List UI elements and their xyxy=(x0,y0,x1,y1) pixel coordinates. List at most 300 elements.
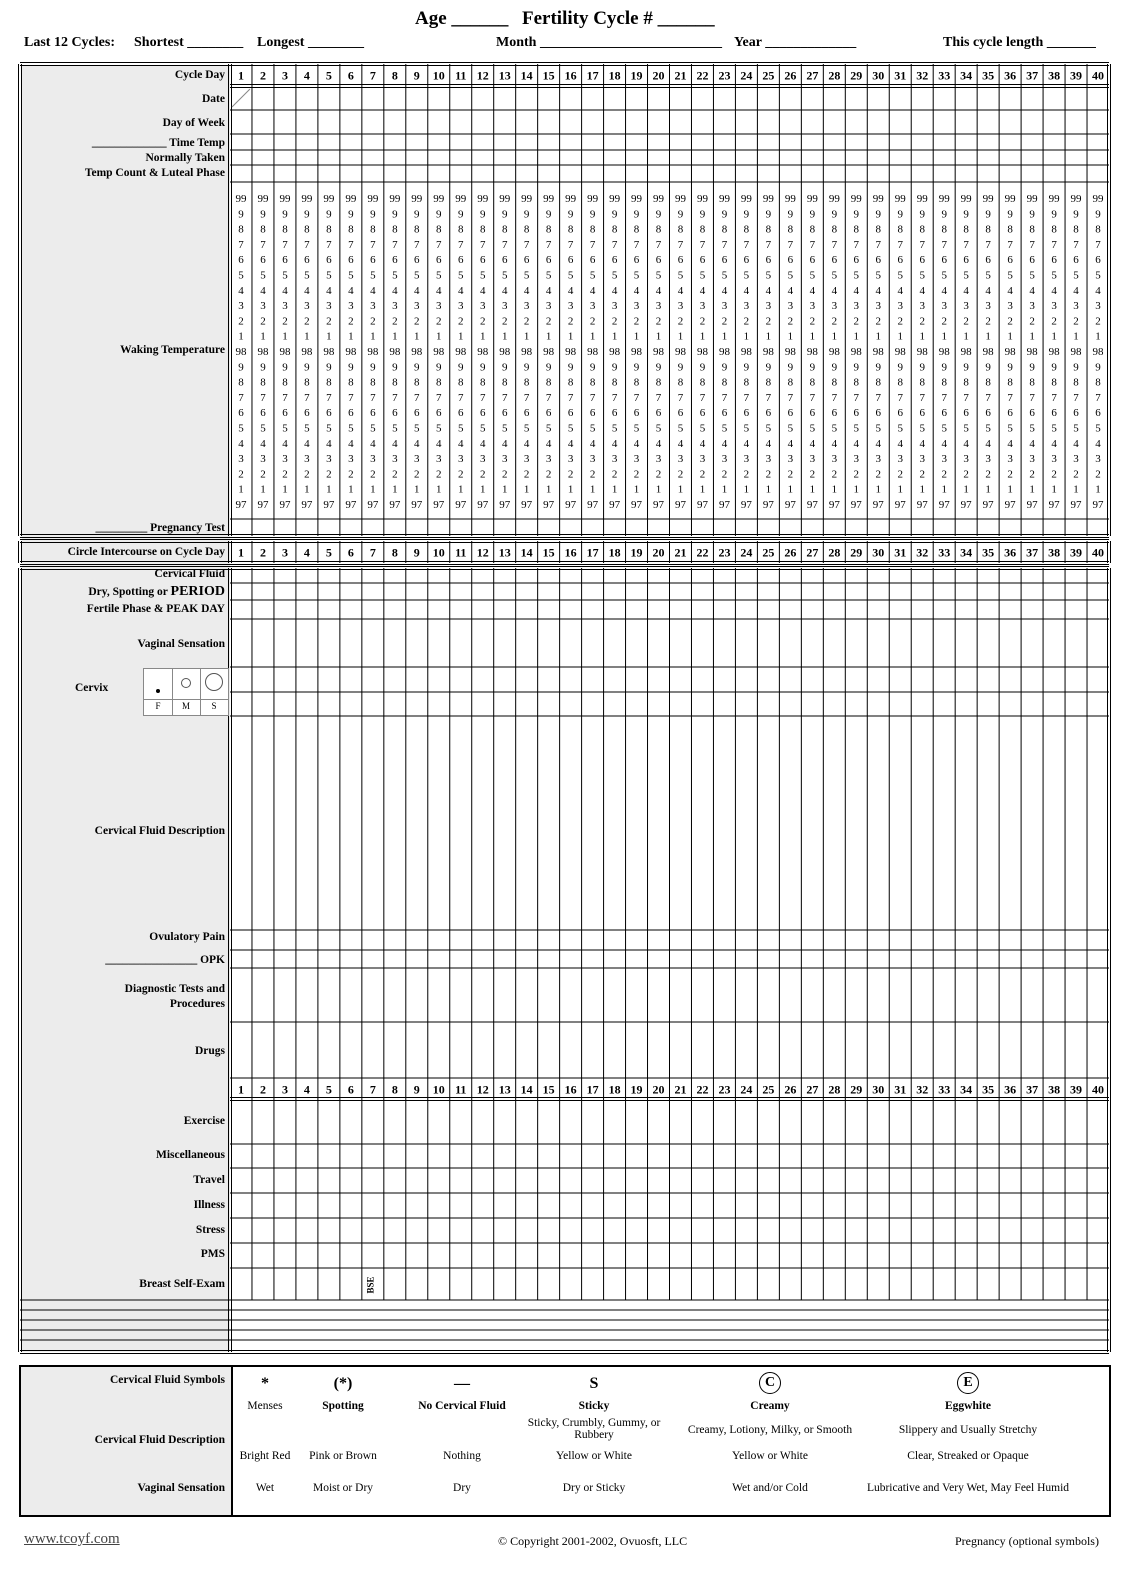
temperature-tick: 2 xyxy=(1029,468,1035,481)
label-pms: PMS xyxy=(200,1248,225,1260)
temperature-tick: 98 xyxy=(718,346,730,358)
temperature-tick: 8 xyxy=(589,376,596,389)
temperature-tick: 3 xyxy=(304,300,310,313)
cycle-day-number: 34 xyxy=(960,68,973,83)
temperature-tick: 99 xyxy=(367,193,379,205)
temperature-tick: 3 xyxy=(677,453,684,466)
cycle-day-number: 2 xyxy=(259,545,266,560)
cycle-day-number: 37 xyxy=(1026,1082,1039,1097)
temperature-tick: 9 xyxy=(414,361,420,374)
legend-desc-4: Creamy, Lotiony, Milky, or Smooth xyxy=(687,1424,853,1436)
temperature-tick: 6 xyxy=(743,407,750,420)
temperature-tick: 4 xyxy=(677,284,684,297)
temperature-tick: 5 xyxy=(392,269,398,282)
temperature-tick: 8 xyxy=(919,376,925,389)
temperature-tick: 98 xyxy=(1026,346,1038,358)
cycle-day-number: 30 xyxy=(872,545,885,560)
temperature-tick: 98 xyxy=(740,346,752,358)
temperature-tick: 99 xyxy=(1026,193,1038,205)
temperature-tick: 2 xyxy=(611,468,618,481)
temperature-tick: 6 xyxy=(304,407,310,420)
temperature-tick: 99 xyxy=(279,193,291,205)
cycle-day-number: 5 xyxy=(325,545,332,560)
temperature-tick: 99 xyxy=(1048,193,1060,205)
temperature-tick: 7 xyxy=(370,391,376,404)
cervix-firm-dot-icon xyxy=(156,689,160,693)
temperature-tick: 8 xyxy=(743,223,750,236)
temperature-tick: 3 xyxy=(457,300,464,313)
temperature-tick: 1 xyxy=(633,483,640,496)
temperature-tick: 6 xyxy=(1051,254,1057,267)
temperature-tick: 97 xyxy=(960,499,972,511)
temperature-tick: 3 xyxy=(809,453,816,466)
temperature-tick: 4 xyxy=(545,437,552,450)
temperature-tick: 7 xyxy=(501,391,508,404)
label-travel: Travel xyxy=(193,1174,225,1186)
legend-symbol-spotting-icon: (*) xyxy=(333,1375,353,1392)
label-day-of-week: Day of Week xyxy=(162,117,225,129)
temperature-tick: 4 xyxy=(326,437,332,450)
temperature-tick: 3 xyxy=(392,453,398,466)
year-field[interactable]: Year _____________ xyxy=(734,35,857,50)
temperature-tick: 98 xyxy=(433,346,445,358)
temperature-tick: 3 xyxy=(326,453,332,466)
temperature-tick: 6 xyxy=(809,254,816,267)
temperature-tick: 5 xyxy=(963,269,969,282)
temperature-tick: 5 xyxy=(348,269,354,282)
temperature-tick: 7 xyxy=(765,391,772,404)
temperature-tick: 97 xyxy=(543,499,555,511)
temperature-tick: 99 xyxy=(235,193,247,205)
temperature-tick: 3 xyxy=(721,453,728,466)
cycle-day-number: 9 xyxy=(413,68,420,83)
temperature-tick: 2 xyxy=(655,468,662,481)
legend-color-3: Yellow or White xyxy=(556,1450,632,1462)
label-diagnostic-b: Procedures xyxy=(169,998,225,1010)
temperature-tick: 2 xyxy=(567,315,574,328)
temperature-tick: 9 xyxy=(567,208,574,221)
temperature-tick: 2 xyxy=(831,468,838,481)
temperature-tick: 8 xyxy=(699,223,706,236)
temperature-tick: 5 xyxy=(677,269,684,282)
temperature-tick: 9 xyxy=(743,361,750,374)
temperature-tick: 4 xyxy=(985,284,991,297)
cycle-day-number: 18 xyxy=(608,1082,621,1097)
temperature-tick: 5 xyxy=(853,269,860,282)
temperature-tick: 9 xyxy=(1029,361,1035,374)
cycle-day-number: 5 xyxy=(325,68,332,83)
label-opk: ________________ OPK xyxy=(105,954,225,966)
cycle-day-number: 19 xyxy=(630,1082,643,1097)
temperature-tick: 7 xyxy=(523,391,530,404)
month-field[interactable]: Month __________________________ xyxy=(496,35,722,50)
temperature-tick: 8 xyxy=(941,376,947,389)
temperature-tick: 6 xyxy=(655,254,662,267)
temperature-tick: 1 xyxy=(611,483,618,496)
temperature-tick: 5 xyxy=(1095,422,1101,435)
temperature-tick: 4 xyxy=(545,284,552,297)
temperature-tick: 7 xyxy=(941,391,947,404)
temperature-tick: 8 xyxy=(1073,376,1079,389)
temperature-tick: 2 xyxy=(633,468,640,481)
cycle-day-number: 22 xyxy=(696,545,709,560)
temperature-tick: 97 xyxy=(1004,499,1016,511)
temperature-tick: 9 xyxy=(919,361,925,374)
temperature-tick: 8 xyxy=(238,376,244,389)
temperature-tick: 8 xyxy=(853,376,860,389)
temperature-tick: 5 xyxy=(721,422,728,435)
temperature-tick: 2 xyxy=(523,468,530,481)
temperature-tick: 3 xyxy=(611,300,618,313)
cycle-day-number: 5 xyxy=(325,1082,332,1097)
temperature-tick: 1 xyxy=(479,330,486,343)
temperature-tick: 7 xyxy=(1073,391,1079,404)
temperature-tick: 7 xyxy=(677,391,684,404)
temperature-tick: 1 xyxy=(523,330,530,343)
temperature-tick: 5 xyxy=(326,422,332,435)
temperature-tick: 3 xyxy=(501,300,508,313)
temperature-tick: 1 xyxy=(897,483,903,496)
temperature-tick: 2 xyxy=(1073,468,1079,481)
temperature-tick: 1 xyxy=(436,483,442,496)
website-link[interactable]: www.tcoyf.com xyxy=(24,1531,120,1547)
temperature-tick: 4 xyxy=(765,284,772,297)
cycle-day-number: 11 xyxy=(455,68,467,83)
cycle-day-number: 4 xyxy=(303,545,310,560)
temperature-tick: 97 xyxy=(1070,499,1082,511)
temperature-tick: 9 xyxy=(1029,208,1035,221)
temperature-tick: 1 xyxy=(963,483,969,496)
temperature-tick: 97 xyxy=(367,499,379,511)
temperature-tick: 98 xyxy=(323,346,335,358)
temperature-tick: 6 xyxy=(765,407,772,420)
temperature-tick: 7 xyxy=(326,238,332,251)
temperature-tick: 9 xyxy=(1007,361,1013,374)
cycle-day-number: 14 xyxy=(520,68,533,83)
cycle-day-number: 37 xyxy=(1026,68,1039,83)
temperature-tick: 3 xyxy=(414,453,420,466)
temperature-tick: 1 xyxy=(238,483,244,496)
temperature-tick: 98 xyxy=(521,346,533,358)
label-fertile-phase: Fertile Phase & PEAK DAY xyxy=(86,603,225,615)
temperature-tick: 7 xyxy=(370,238,376,251)
temperature-tick: 6 xyxy=(238,254,244,267)
temperature-tick: 4 xyxy=(611,284,618,297)
temperature-tick: 1 xyxy=(545,330,552,343)
temperature-tick: 6 xyxy=(809,407,816,420)
cycle-day-number: 15 xyxy=(542,545,555,560)
temperature-tick: 5 xyxy=(853,422,860,435)
cycle-day-number: 29 xyxy=(850,68,863,83)
temperature-tick: 1 xyxy=(501,330,508,343)
temperature-tick: 3 xyxy=(479,300,486,313)
temperature-tick: 8 xyxy=(941,223,947,236)
temperature-tick: 99 xyxy=(565,193,577,205)
cycle-day-number: 32 xyxy=(916,1082,929,1097)
temperature-tick: 8 xyxy=(963,223,969,236)
cycle-day-number: 11 xyxy=(455,545,467,560)
temperature-tick: 6 xyxy=(545,254,552,267)
last-12-cycles-label: Last 12 Cycles: xyxy=(24,35,115,50)
temperature-tick: 98 xyxy=(279,346,291,358)
temperature-tick: 9 xyxy=(436,208,442,221)
temperature-tick: 5 xyxy=(370,269,376,282)
temperature-tick: 2 xyxy=(457,468,464,481)
copyright-text: © Copyright 2001-2002, Ovuosft, LLC xyxy=(498,1534,688,1548)
temperature-tick: 9 xyxy=(282,208,288,221)
temperature-tick: 9 xyxy=(831,361,838,374)
temperature-tick: 2 xyxy=(1051,315,1057,328)
temperature-tick: 1 xyxy=(1073,330,1079,343)
temperature-tick: 3 xyxy=(919,300,925,313)
temperature-tick: 7 xyxy=(941,238,947,251)
cervix-soft-circle-icon xyxy=(205,673,223,691)
temperature-tick: 98 xyxy=(609,346,621,358)
temperature-tick: 4 xyxy=(392,437,398,450)
temperature-tick: 8 xyxy=(985,223,991,236)
temperature-tick: 6 xyxy=(963,254,969,267)
temperature-tick: 2 xyxy=(897,468,903,481)
temperature-tick: 4 xyxy=(348,284,354,297)
temperature-tick: 97 xyxy=(784,499,796,511)
cycle-day-number: 38 xyxy=(1048,68,1061,83)
temperature-tick: 4 xyxy=(392,284,398,297)
temperature-tick: 4 xyxy=(523,437,530,450)
temperature-tick: 8 xyxy=(238,223,244,236)
temperature-tick: 3 xyxy=(985,300,991,313)
temperature-tick: 8 xyxy=(304,223,310,236)
cycle-day-number: 14 xyxy=(520,545,533,560)
cycle-day-number: 27 xyxy=(806,68,819,83)
temperature-tick: 7 xyxy=(1095,391,1101,404)
cycle-day-number: 32 xyxy=(916,545,929,560)
cycle-day-number: 7 xyxy=(369,68,376,83)
temperature-tick: 2 xyxy=(611,315,618,328)
temperature-tick: 98 xyxy=(762,346,774,358)
temperature-tick: 7 xyxy=(831,391,838,404)
temperature-tick: 7 xyxy=(238,391,244,404)
temperature-tick: 8 xyxy=(304,376,310,389)
shortest-field[interactable]: Shortest ________ xyxy=(134,35,244,50)
temperature-tick: 3 xyxy=(853,453,860,466)
temperature-tick: 3 xyxy=(238,300,244,313)
temperature-tick: 7 xyxy=(985,238,991,251)
temperature-tick: 3 xyxy=(985,453,991,466)
cycle-day-number: 26 xyxy=(784,68,797,83)
temperature-tick: 3 xyxy=(963,453,969,466)
legend-symbol-eggwhite-icon: E xyxy=(957,1372,979,1394)
temperature-tick: 1 xyxy=(655,330,662,343)
temperature-tick: 8 xyxy=(1051,376,1057,389)
temperature-tick: 3 xyxy=(677,300,684,313)
temperature-tick: 1 xyxy=(743,330,750,343)
cycle-day-number: 26 xyxy=(784,545,797,560)
temperature-tick: 1 xyxy=(501,483,508,496)
legend-sensation-0: Wet xyxy=(255,1482,275,1494)
temperature-tick: 3 xyxy=(875,453,882,466)
temperature-tick: 3 xyxy=(809,300,816,313)
temperature-tick: 9 xyxy=(721,208,728,221)
temperature-tick: 98 xyxy=(850,346,862,358)
temperature-tick: 8 xyxy=(721,376,728,389)
temperature-tick: 9 xyxy=(282,361,288,374)
temperature-tick: 3 xyxy=(567,300,574,313)
temperature-tick: 7 xyxy=(326,391,332,404)
cycle-day-number: 13 xyxy=(498,68,511,83)
temperature-tick: 2 xyxy=(414,315,420,328)
temperature-tick: 5 xyxy=(282,422,288,435)
temperature-tick: 7 xyxy=(897,391,903,404)
temperature-tick: 3 xyxy=(457,453,464,466)
temperature-tick: 6 xyxy=(897,254,903,267)
temperature-tick: 8 xyxy=(523,376,530,389)
temperature-tick: 1 xyxy=(765,330,772,343)
temperature-tick: 9 xyxy=(611,361,618,374)
temperature-tick: 4 xyxy=(326,284,332,297)
cycle-day-number: 29 xyxy=(850,1082,863,1097)
temperature-tick: 97 xyxy=(411,499,423,511)
temperature-tick: 4 xyxy=(875,437,882,450)
temperature-tick: 1 xyxy=(238,330,244,343)
legend-sensation-1: Moist or Dry xyxy=(312,1482,374,1494)
temperature-tick: 7 xyxy=(304,391,310,404)
temperature-tick: 98 xyxy=(784,346,796,358)
cycle-day-number: 24 xyxy=(740,68,753,83)
label-cervix: Cervix xyxy=(75,682,109,694)
cycle-day-number: 23 xyxy=(718,545,731,560)
temperature-tick: 6 xyxy=(238,407,244,420)
temperature-tick: 6 xyxy=(699,254,706,267)
temperature-tick: 97 xyxy=(982,499,994,511)
temperature-tick: 6 xyxy=(260,407,266,420)
temperature-tick: 4 xyxy=(1051,284,1057,297)
temperature-tick: 7 xyxy=(919,391,925,404)
temperature-tick: 2 xyxy=(919,315,925,328)
temperature-tick: 3 xyxy=(721,300,728,313)
temperature-tick: 3 xyxy=(282,300,288,313)
cycle-day-number: 15 xyxy=(542,1082,555,1097)
cycle-day-number: 8 xyxy=(391,545,398,560)
temperature-tick: 7 xyxy=(523,238,530,251)
cycle-day-number: 16 xyxy=(564,1082,577,1097)
temperature-tick: 5 xyxy=(831,269,838,282)
cycle-day-number: 17 xyxy=(586,1082,599,1097)
temperature-tick: 6 xyxy=(677,407,684,420)
temperature-tick: 8 xyxy=(897,376,903,389)
temperature-tick: 8 xyxy=(633,223,640,236)
temperature-tick: 4 xyxy=(1007,437,1013,450)
legend-symbol-menses-icon: * xyxy=(261,1375,269,1392)
cycle-day-number: 38 xyxy=(1048,1082,1061,1097)
legend-desc-3: Sticky, Crumbly, Gummy, or Rubbery xyxy=(527,1417,661,1441)
temperature-tick: 1 xyxy=(809,330,816,343)
temperature-tick: 7 xyxy=(392,238,398,251)
temperature-tick: 2 xyxy=(721,468,728,481)
temperature-tick: 1 xyxy=(985,330,991,343)
legend-color-5: Clear, Streaked or Opaque xyxy=(907,1450,1029,1462)
temperature-tick: 6 xyxy=(392,407,398,420)
cycle-length-field[interactable]: This cycle length _______ xyxy=(943,35,1096,50)
temperature-tick: 97 xyxy=(499,499,511,511)
temperature-tick: 99 xyxy=(674,193,686,205)
temperature-tick: 2 xyxy=(985,468,991,481)
temperature-tick: 5 xyxy=(304,269,310,282)
temperature-tick: 1 xyxy=(567,330,574,343)
temperature-tick: 99 xyxy=(433,193,445,205)
temperature-tick: 97 xyxy=(674,499,686,511)
temperature-tick: 1 xyxy=(282,330,288,343)
temperature-tick: 9 xyxy=(370,361,376,374)
temperature-tick: 2 xyxy=(457,315,464,328)
temperature-tick: 3 xyxy=(523,300,530,313)
temperature-tick: 4 xyxy=(1029,437,1035,450)
cycle-day-number: 4 xyxy=(303,68,310,83)
temperature-tick: 4 xyxy=(633,437,640,450)
cycle-day-number: 11 xyxy=(455,1082,467,1097)
temperature-tick: 6 xyxy=(436,254,442,267)
longest-field[interactable]: Longest ________ xyxy=(257,35,364,50)
temperature-tick: 9 xyxy=(501,208,508,221)
legend-label-sensation: Vaginal Sensation xyxy=(137,1482,225,1494)
temperature-tick: 7 xyxy=(1007,391,1013,404)
temperature-tick: 8 xyxy=(348,223,354,236)
temperature-tick: 2 xyxy=(963,468,969,481)
temperature-tick: 6 xyxy=(721,254,728,267)
temperature-tick: 9 xyxy=(699,361,706,374)
temperature-tick: 9 xyxy=(655,208,662,221)
temperature-tick: 8 xyxy=(282,223,288,236)
cervix-f-label: F xyxy=(155,701,161,711)
temperature-tick: 8 xyxy=(721,223,728,236)
temperature-tick: 2 xyxy=(436,468,442,481)
cycle-day-number: 19 xyxy=(630,545,643,560)
temperature-tick: 1 xyxy=(677,483,684,496)
temperature-tick: 9 xyxy=(523,208,530,221)
temperature-tick: 7 xyxy=(853,391,860,404)
temperature-tick: 6 xyxy=(963,407,969,420)
temperature-tick: 9 xyxy=(765,208,772,221)
cycle-day-number: 35 xyxy=(982,1082,995,1097)
temperature-tick: 2 xyxy=(326,468,332,481)
temperature-tick: 98 xyxy=(587,346,599,358)
temperature-tick: 4 xyxy=(567,437,574,450)
cycle-day-number: 30 xyxy=(872,1082,885,1097)
temperature-tick: 9 xyxy=(457,208,464,221)
cycle-day-number: 25 xyxy=(762,68,775,83)
temperature-tick: 1 xyxy=(1073,483,1079,496)
temperature-tick: 8 xyxy=(875,223,882,236)
cycle-day-number: 7 xyxy=(369,1082,376,1097)
temperature-tick: 9 xyxy=(238,208,244,221)
temperature-tick: 97 xyxy=(762,499,774,511)
temperature-tick: 4 xyxy=(853,437,860,450)
temperature-tick: 98 xyxy=(565,346,577,358)
temperature-tick: 4 xyxy=(611,437,618,450)
cycle-day-number: 39 xyxy=(1070,545,1083,560)
legend-label-symbols: Cervical Fluid Symbols xyxy=(109,1374,225,1386)
temperature-tick: 97 xyxy=(828,499,840,511)
temperature-tick: 99 xyxy=(389,193,401,205)
temperature-tick: 97 xyxy=(740,499,752,511)
temperature-tick: 1 xyxy=(699,330,706,343)
cycle-day-number: 28 xyxy=(828,545,841,560)
temperature-tick: 7 xyxy=(611,238,618,251)
temperature-tick: 8 xyxy=(282,376,288,389)
temperature-tick: 99 xyxy=(653,193,665,205)
temperature-tick: 9 xyxy=(853,208,860,221)
temperature-tick: 4 xyxy=(282,437,288,450)
temperature-tick: 6 xyxy=(282,407,288,420)
